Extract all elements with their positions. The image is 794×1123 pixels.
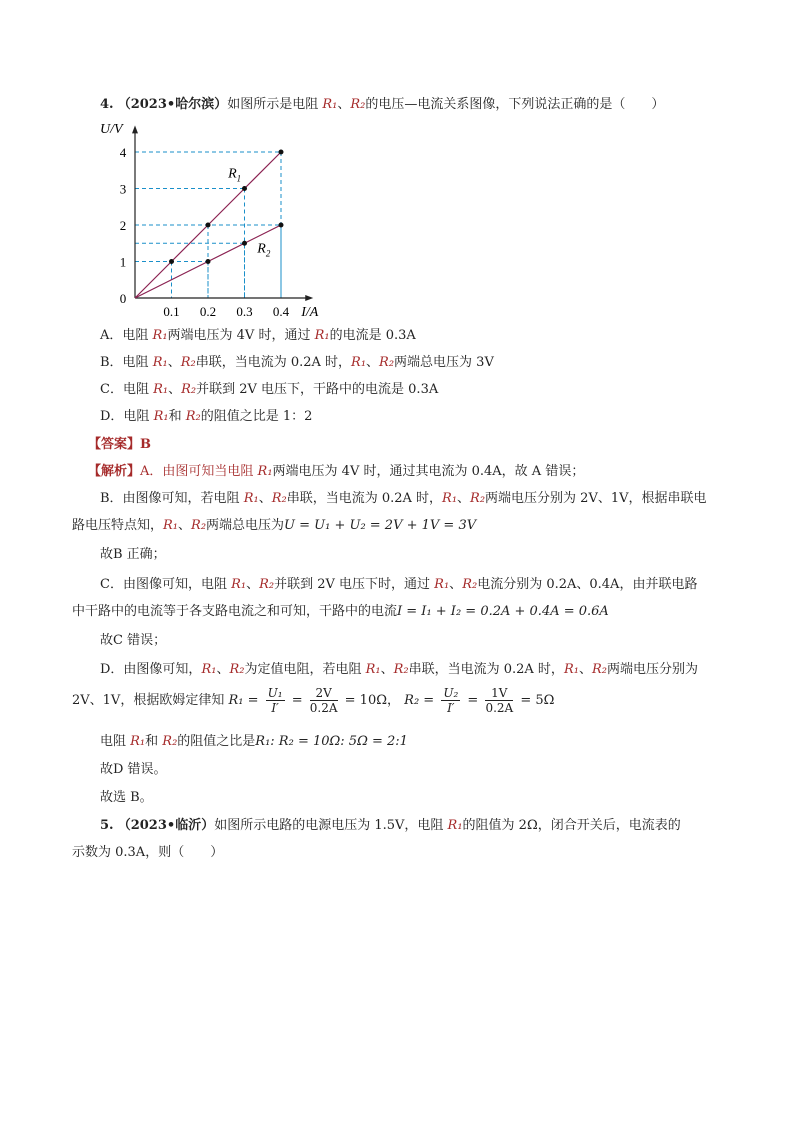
stem-text: 示数为 0.3A，则（ ） xyxy=(72,845,224,860)
fraction-denominator: I′ xyxy=(447,701,455,715)
separator: 、 xyxy=(246,577,260,592)
question-5-stem-line-2 xyxy=(72,844,223,862)
r2-symbol: R₂ xyxy=(181,382,197,397)
r1-symbol: R₁ xyxy=(153,409,169,424)
option-text: 的电流是 0.3A xyxy=(329,328,416,343)
y-tick-label: 2 xyxy=(119,218,127,233)
data-point-r2 xyxy=(279,223,284,228)
analysis-text: 电流分别为 0.2A、0.4A，由并联电路 xyxy=(477,577,698,592)
equals-sign: = xyxy=(291,693,303,708)
analysis-text: 故选 B。 xyxy=(100,790,153,805)
option-text: 串联，当电流为 0.2A 时， xyxy=(195,355,352,370)
question-source: （2023•临沂） xyxy=(117,818,215,833)
question-source: （2023•哈尔滨） xyxy=(117,97,228,112)
stem-text: 如图所示是电阻 xyxy=(227,97,323,112)
option-b xyxy=(100,354,494,372)
question-4-stem xyxy=(100,96,664,114)
analysis-line-2 xyxy=(100,490,707,508)
analysis-text: B．由图像可知，若电阻 xyxy=(100,491,244,506)
analysis-text: 为定值电阻，若电阻 xyxy=(244,662,366,677)
option-d xyxy=(100,408,312,426)
y-tick-label: 4 xyxy=(119,145,127,160)
separator: 、 xyxy=(258,491,272,506)
fraction-u1-over-i xyxy=(266,686,285,715)
r2-symbol: R₂ xyxy=(162,734,178,749)
r1-symbol: R₁ xyxy=(351,355,367,370)
y-axis-label: U/V xyxy=(100,122,123,137)
analysis-text: 中干路中的电流等于各支路电流之和可知，干路中的电流 xyxy=(72,604,398,619)
r1-symbol: R₁ xyxy=(201,662,217,677)
r1-symbol: R₁ xyxy=(257,464,273,479)
analysis-text: A．由图可知当电阻 xyxy=(140,464,258,479)
option-a xyxy=(100,327,416,345)
separator: 、 xyxy=(337,97,351,112)
fraction-numerator: 2V xyxy=(310,686,338,701)
data-point-r1 xyxy=(242,186,247,191)
stem-text: 如图所示电路的电源电压为 1.5V，电阻 xyxy=(214,818,448,833)
analysis-text: 和 xyxy=(145,734,163,749)
r2-symbol: R₂ xyxy=(393,662,409,677)
analysis-text: 2V、1V，根据欧姆定律知 xyxy=(72,693,225,708)
analysis-text: 两端电压为 4V 时，通过其电流为 0.4A，故 A 错误； xyxy=(272,464,585,479)
analysis-line-7 xyxy=(100,632,166,650)
r1-symbol: R₁ xyxy=(243,491,259,506)
parallel-current-equation: I = I₁ + I₂ = 0.2A + 0.4A = 0.6A xyxy=(397,604,609,619)
r1-symbol: R₁ xyxy=(231,577,247,592)
formula-r1-lhs: R₁ = xyxy=(228,693,259,708)
origin-label: 0 xyxy=(119,291,127,306)
fraction-numerator: U₂ xyxy=(443,686,459,700)
r1-symbol: R₁ xyxy=(152,328,168,343)
option-text: C．电阻 xyxy=(100,382,154,397)
answer-value: B xyxy=(140,437,152,452)
separator: 、 xyxy=(457,491,471,506)
analysis-text: 故B 正确； xyxy=(100,547,166,562)
r1-symbol: R₁ xyxy=(322,97,338,112)
fraction-2v-over-02a xyxy=(310,686,338,715)
r2-symbol: R₂ xyxy=(185,409,201,424)
separator: 、 xyxy=(449,577,463,592)
analysis-text: 两端电压分别为 xyxy=(606,662,698,677)
separator: 、 xyxy=(178,518,192,533)
analysis-line-6 xyxy=(72,603,609,621)
r1-symbol: R₁ xyxy=(163,518,179,533)
data-point-r2 xyxy=(242,241,247,246)
analysis-line-5 xyxy=(100,576,697,594)
r2-symbol: R₂ xyxy=(180,355,196,370)
ratio-equation: R₁: R₂ = 10Ω: 5Ω = 2:1 xyxy=(255,734,408,749)
separator: 、 xyxy=(167,355,181,370)
r2-symbol: R₂ xyxy=(470,491,486,506)
option-text: A．电阻 xyxy=(100,328,153,343)
fraction-denominator: 0.2A xyxy=(309,701,338,715)
analysis-text: D．由图像可知， xyxy=(100,662,202,677)
option-text: 两端电压为 4V 时，通过 xyxy=(167,328,315,343)
x-tick-label: 0.2 xyxy=(199,304,217,319)
analysis-text: 两端电压分别为 2V、1V，根据串联电 xyxy=(485,491,707,506)
analysis-text: 并联到 2V 电压下时，通过 xyxy=(274,577,435,592)
r1-symbol: R₁ xyxy=(153,382,169,397)
r2-symbol: R₂ xyxy=(350,97,366,112)
fraction-numerator: 1V xyxy=(485,686,513,701)
fraction-denominator: 0.2A xyxy=(485,701,514,715)
r1-symbol: R₁ xyxy=(447,818,463,833)
fraction-denominator: I′ xyxy=(271,701,279,715)
r2-symbol: R₂ xyxy=(229,662,245,677)
x-tick-label: 0.4 xyxy=(272,304,290,319)
analysis-text: 电阻 xyxy=(100,734,131,749)
question-5-stem-line-1 xyxy=(100,817,681,835)
fraction-u2-over-i xyxy=(441,686,460,715)
y-tick-label: 1 xyxy=(119,254,127,270)
analysis-text: 串联，当电流为 0.2A 时， xyxy=(408,662,564,677)
analysis-text: 故C 错误； xyxy=(100,633,167,648)
formula-r2-lhs: R₂ = xyxy=(404,693,435,708)
r2-symbol: R₂ xyxy=(462,577,478,592)
analysis-line-3 xyxy=(72,517,476,535)
analysis-line-10 xyxy=(100,733,408,751)
r2-symbol: R₂ xyxy=(591,662,607,677)
analysis-text: 故D 错误。 xyxy=(100,762,167,777)
data-point-r1 xyxy=(279,150,284,155)
series-label-subscript: 1 xyxy=(236,173,242,184)
series-label-r1: $R_1$ xyxy=(228,166,242,184)
analysis-line-12 xyxy=(100,789,153,807)
r2-symbol: R₂ xyxy=(191,518,207,533)
option-text: D．电阻 xyxy=(100,409,154,424)
voltage-current-chart xyxy=(100,115,340,320)
analysis-line-4 xyxy=(100,546,166,564)
separator: 、 xyxy=(366,355,380,370)
option-text: 两端总电压为 3V xyxy=(394,355,494,370)
analysis-line-1 xyxy=(88,463,584,481)
x-tick-label: 0.3 xyxy=(236,304,253,319)
option-text: 的阻值之比是 1：2 xyxy=(200,409,313,424)
analysis-text: 串联，当电流为 0.2A 时， xyxy=(286,491,443,506)
analysis-text: C．由图像可知，电阻 xyxy=(100,577,232,592)
option-c xyxy=(100,381,438,399)
fraction-numerator: U₁ xyxy=(267,686,283,700)
r2-symbol: R₂ xyxy=(259,577,275,592)
data-point-r1 xyxy=(169,259,174,264)
analysis-label: 【解析】 xyxy=(88,464,141,479)
series-label-subscript: 2 xyxy=(265,248,271,259)
r1-symbol: R₁ xyxy=(442,491,458,506)
data-point-r1 xyxy=(206,223,211,228)
answer-label: 【答案】 xyxy=(88,437,141,452)
r1-symbol: R₁ xyxy=(563,662,579,677)
data-point-r2 xyxy=(206,259,211,264)
r2-symbol: R₂ xyxy=(271,491,287,506)
question-number: 5. xyxy=(100,818,114,833)
formula-r1-result: = 10Ω， xyxy=(344,693,401,708)
r1-symbol: R₁ xyxy=(434,577,450,592)
question-number: 4. xyxy=(100,97,114,112)
stem-text: 的阻值为 2Ω，闭合开关后，电流表的 xyxy=(462,818,681,833)
analysis-text: 路电压特点知， xyxy=(72,518,164,533)
series-label-r2: $R_2$ xyxy=(257,241,271,259)
y-axis-arrow-icon xyxy=(132,125,138,133)
formula-r2-result: = 5Ω xyxy=(520,693,555,708)
equals-sign: = xyxy=(467,693,479,708)
x-axis-arrow-icon xyxy=(305,295,313,301)
r1-symbol: R₁ xyxy=(314,328,330,343)
series-voltage-equation: U = U₁ + U₂ = 2V + 1V = 3V xyxy=(284,518,477,533)
separator: 、 xyxy=(168,382,182,397)
r1-symbol: R₁ xyxy=(130,734,146,749)
separator: 、 xyxy=(380,662,394,677)
analysis-line-8 xyxy=(100,661,698,679)
answer-line xyxy=(88,436,151,454)
stem-text: 的电压—电流关系图像，下列说法正确的是（ ） xyxy=(365,97,665,112)
analysis-text: 两端总电压为 xyxy=(206,518,285,533)
r1-symbol: R₁ xyxy=(152,355,168,370)
fraction-1v-over-02a xyxy=(485,686,513,715)
x-axis-label: I/A xyxy=(301,305,319,320)
y-tick-label: 3 xyxy=(119,181,127,197)
option-text: B．电阻 xyxy=(100,355,153,370)
r2-symbol: R₂ xyxy=(379,355,395,370)
r1-symbol: R₁ xyxy=(365,662,381,677)
analysis-line-11 xyxy=(100,761,167,779)
separator: 、 xyxy=(216,662,230,677)
analysis-text: 的阻值之比是 xyxy=(177,734,256,749)
option-text: 和 xyxy=(168,409,186,424)
analysis-line-9 xyxy=(72,686,554,716)
separator: 、 xyxy=(578,662,592,677)
option-text: 并联到 2V 电压下，干路中的电流是 0.3A xyxy=(196,382,439,397)
x-tick-label: 0.1 xyxy=(163,304,180,319)
